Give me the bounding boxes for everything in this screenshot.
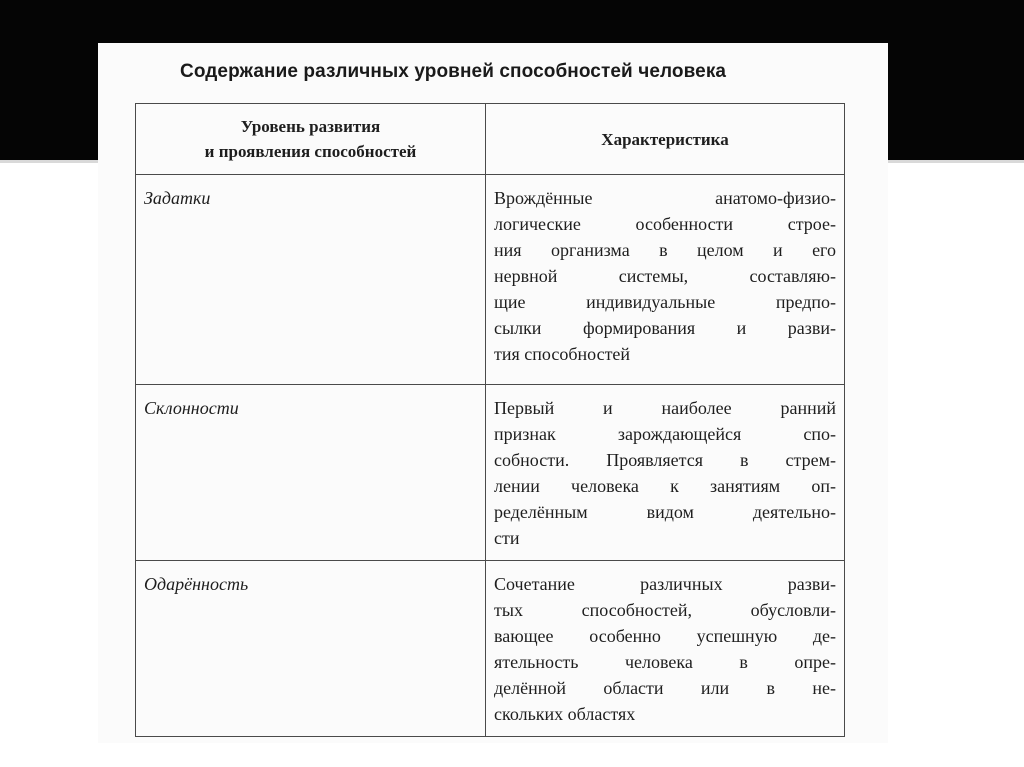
text-line: тых способностей, обусловли- <box>494 600 836 620</box>
text-line: делённой области или в не- <box>494 678 836 698</box>
characteristic-cell <box>486 561 845 737</box>
text-line: вающее особенно успешную де- <box>494 626 836 646</box>
table-row <box>136 385 845 561</box>
abilities-levels-table <box>135 103 845 737</box>
text-line: логические особенности строе- <box>494 214 836 234</box>
document-title: Содержание различных уровней способностей человека <box>180 61 727 82</box>
scanned-document <box>98 43 888 743</box>
text-line: лении человека к занятиям оп- <box>494 476 836 496</box>
level-name-cell: Задатки <box>136 175 486 385</box>
header-level-line: и проявления способностей <box>204 142 417 161</box>
text-line: нервной системы, составляю- <box>494 266 836 286</box>
text-line: признак зарождающейся спо- <box>494 424 836 444</box>
text-line: ятельность человека в опре- <box>494 652 836 672</box>
text-line: тия способностей <box>494 344 631 364</box>
text-line: ния организма в целом и его <box>494 240 836 260</box>
text-line: Сочетание различных разви- <box>494 574 836 594</box>
characteristic-cell <box>486 385 845 561</box>
header-level-line: Уровень развития <box>240 117 381 136</box>
text-line: ределённым видом деятельно- <box>494 502 836 522</box>
text-line: скольких областях <box>494 704 636 724</box>
table-row <box>136 561 845 737</box>
text-line: Первый и наиболее ранний <box>494 398 836 418</box>
header-level <box>136 104 486 175</box>
text-line: собности. Проявляется в стрем- <box>494 450 836 470</box>
text-line: Врождённые анатомо-физио- <box>494 188 836 208</box>
characteristic-cell <box>486 175 845 385</box>
header-characteristic: Характеристика <box>486 104 845 175</box>
level-name-cell: Одарённость <box>136 561 486 737</box>
table-header-row <box>136 104 845 175</box>
text-line: сылки формирования и разви- <box>494 318 836 338</box>
level-name-cell: Склонности <box>136 385 486 561</box>
text-line: сти <box>494 528 520 548</box>
text-line: щие индивидуальные предпо- <box>494 292 836 312</box>
table-row <box>136 175 845 385</box>
